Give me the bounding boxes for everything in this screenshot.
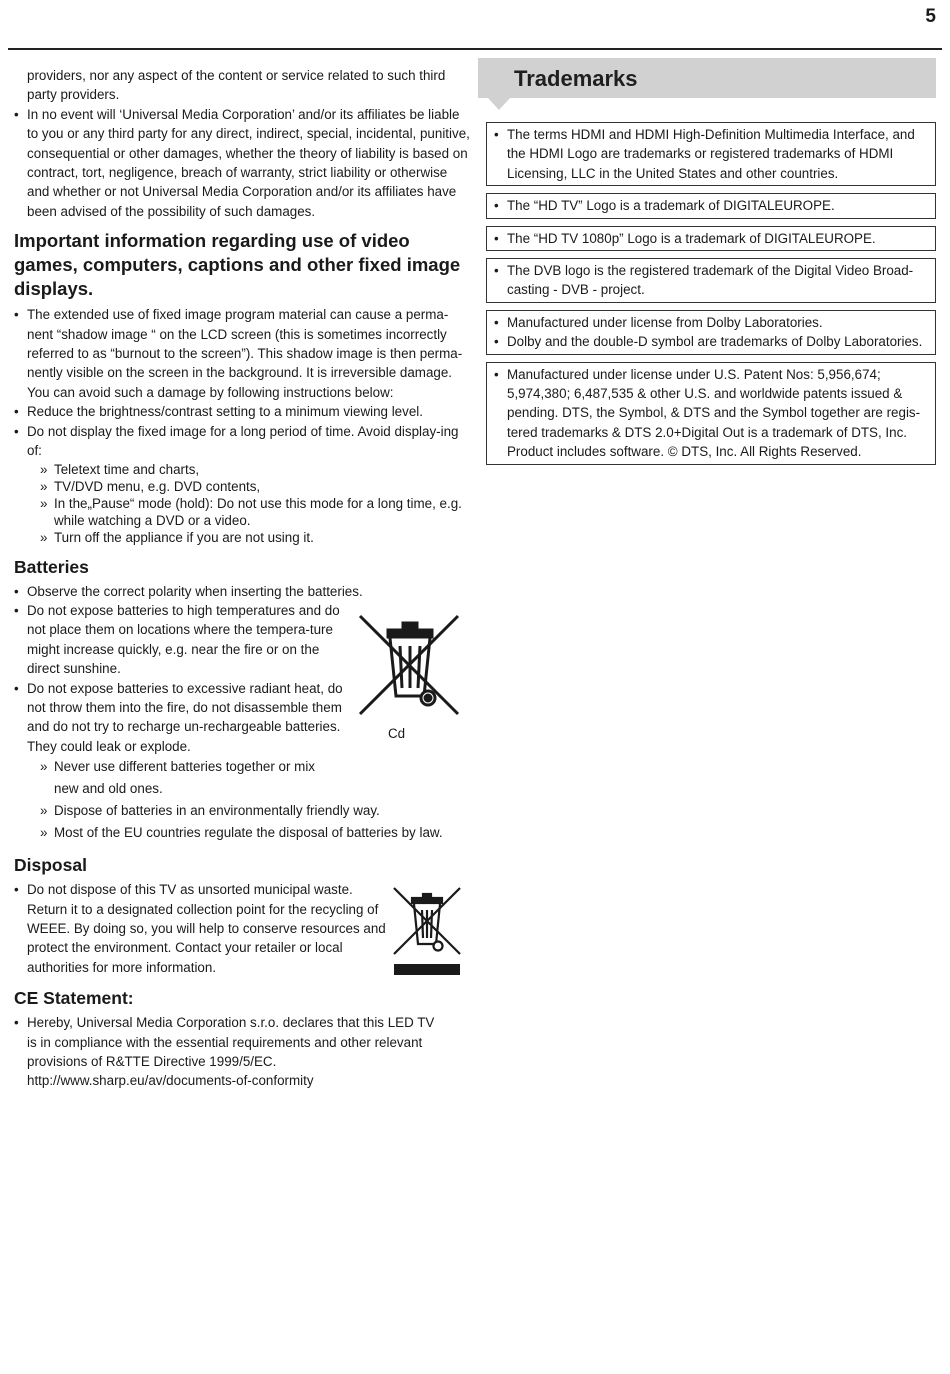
list-item: • Dolby and the double-D symbol are trademarks of Dolby Laboratories. [494, 332, 929, 351]
batteries-section [14, 582, 470, 845]
trademark-boxes [486, 122, 936, 465]
right-column [478, 58, 936, 472]
list-item: • Reduce the brightness/contrast setting to a minimum viewing level. [14, 402, 470, 421]
important-info-heading: Important information regarding use of video games, computers, captions and other fixed image displays. [14, 230, 461, 300]
list-item: » In the„Pause“ mode (hold): Do not use this mode for a long time, e.g. while watching a DVD or a video. [40, 495, 470, 529]
disposal-heading: Disposal [14, 855, 87, 876]
list-item: • Manufactured under license from Dolby Laboratories. [494, 313, 929, 332]
list-item: • The “HD TV 1080p” Logo is a trademark of DIGITALEUROPE. [494, 229, 929, 248]
dolby-box [486, 310, 936, 355]
disposal-section [14, 880, 470, 977]
list-item: » Most of the EU countries regulate the disposal of batteries by law. [40, 822, 470, 844]
avoid-display-list [14, 461, 470, 546]
trademarks-header [478, 58, 936, 98]
crossed-out-wheelie-bin-icon [358, 610, 462, 720]
list-item: • Do not expose batteries to high temperatures and do not place them on locations where the tempera-ture might increase quickly, e.g. near the fire or on the direct sunshine. [14, 601, 470, 679]
hdtv-1080p-box [486, 226, 936, 251]
list-item: • The “HD TV” Logo is a trademark of DIGITALEUROPE. [494, 196, 929, 215]
header-tab-arrow [488, 98, 510, 110]
list-item: • Observe the correct polarity when inserting the batteries. [14, 582, 470, 601]
intro-list [14, 105, 470, 221]
list-item: • The DVB logo is the registered trademark of the Digital Video Broad-casting - DVB - project. [494, 261, 929, 300]
list-item: » TV/DVD menu, e.g. DVD contents, [40, 478, 470, 495]
hdtv-box [486, 193, 936, 218]
dvb-box [486, 258, 936, 303]
header-rule [8, 48, 942, 50]
list-item: » Turn off the appliance if you are not using it. [40, 529, 470, 546]
list-item: • Do not expose batteries to excessive radiant heat, do not throw them into the fire, do not disassemble them and do not try to recharge un-rechargeable batteries. They could leak or explode. [14, 679, 470, 757]
ce-statement-heading: CE Statement: [14, 988, 134, 1009]
list-item: • Do not dispose of this TV as unsorted municipal waste. Return it to a designated collection point for the recycling of WEEE. By doing so, you will help to conserve resources and protect the environment. Contact your retailer or local authorities for more information. [14, 880, 470, 977]
dts-box [486, 362, 936, 465]
list-item: » Dispose of batteries in an environmentally friendly way. [40, 800, 470, 822]
weee-bin-icon [392, 886, 462, 976]
liability-bullet: • In no event will ‘Universal Media Corporation’ and/or its affiliates be liable to you or any third party for any direct, indirect, special, incidental, punitive, consequential or other damages, whether the theory of liability is based on contract, tort, negligence, breach of warranty, strict liability or otherwise and whether or not Universal Media Corporation and/or its affiliates have been advised of the possibility of such damages. [14, 105, 470, 221]
left-column [14, 66, 470, 1091]
list-item: • Do not display the fixed image for a long period of time. Avoid display-ing of: [14, 422, 470, 461]
batteries-heading: Batteries [14, 556, 89, 577]
batteries-sub-list [14, 756, 470, 844]
important-list [14, 305, 470, 460]
weee-symbol [392, 886, 462, 981]
list-item: • Hereby, Universal Media Corporation s.r.o. declares that this LED TV is in compliance with the essential requirements and other relevant provisions of R&TTE Directive 1999/5/EC. http://www.sharp.eu/av/documents-of-conformity [14, 1013, 470, 1091]
list-item: • The extended use of fixed image program material can cause a perma-nent “shadow image “ on the LCD screen (this is sometimes incorrectly referred to as “burnout to the screen”). This shadow image is then perma-nently visible on the screen in the background. It is irreversible damage. You can avoid such a damage by following instructions below: [14, 305, 470, 402]
ce-list [14, 1013, 470, 1091]
trademarks-heading: Trademarks [514, 66, 638, 91]
crossed-bin-cd-symbol [358, 610, 462, 741]
page-number: 5 [925, 6, 936, 27]
hdmi-box [486, 122, 936, 186]
list-item: • Manufactured under license under U.S. Patent Nos: 5,956,674; 5,974,380; 6,487,535 & other U.S. and worldwide patents issued & pending. DTS, the Symbol, & DTS and the Symbol together are regis-tered trademarks & DTS 2.0+Digital Out is a trademark of DTS, Inc. Product includes software. © DTS, Inc. All Rights Reserved. [494, 365, 929, 462]
intro-continuation: providers, nor any aspect of the content or service related to such third party providers. [27, 68, 446, 103]
list-item: • The terms HDMI and HDMI High-Definition Multimedia Interface, and the HDMI Logo are trademarks or registered trademarks of HDMI Licensing, LLC in the United States and other countries. [494, 125, 929, 183]
list-item: » Never use different batteries together or mix new and old ones. [40, 756, 470, 800]
list-item: » Teletext time and charts, [40, 461, 470, 478]
cd-label: Cd [388, 725, 406, 741]
